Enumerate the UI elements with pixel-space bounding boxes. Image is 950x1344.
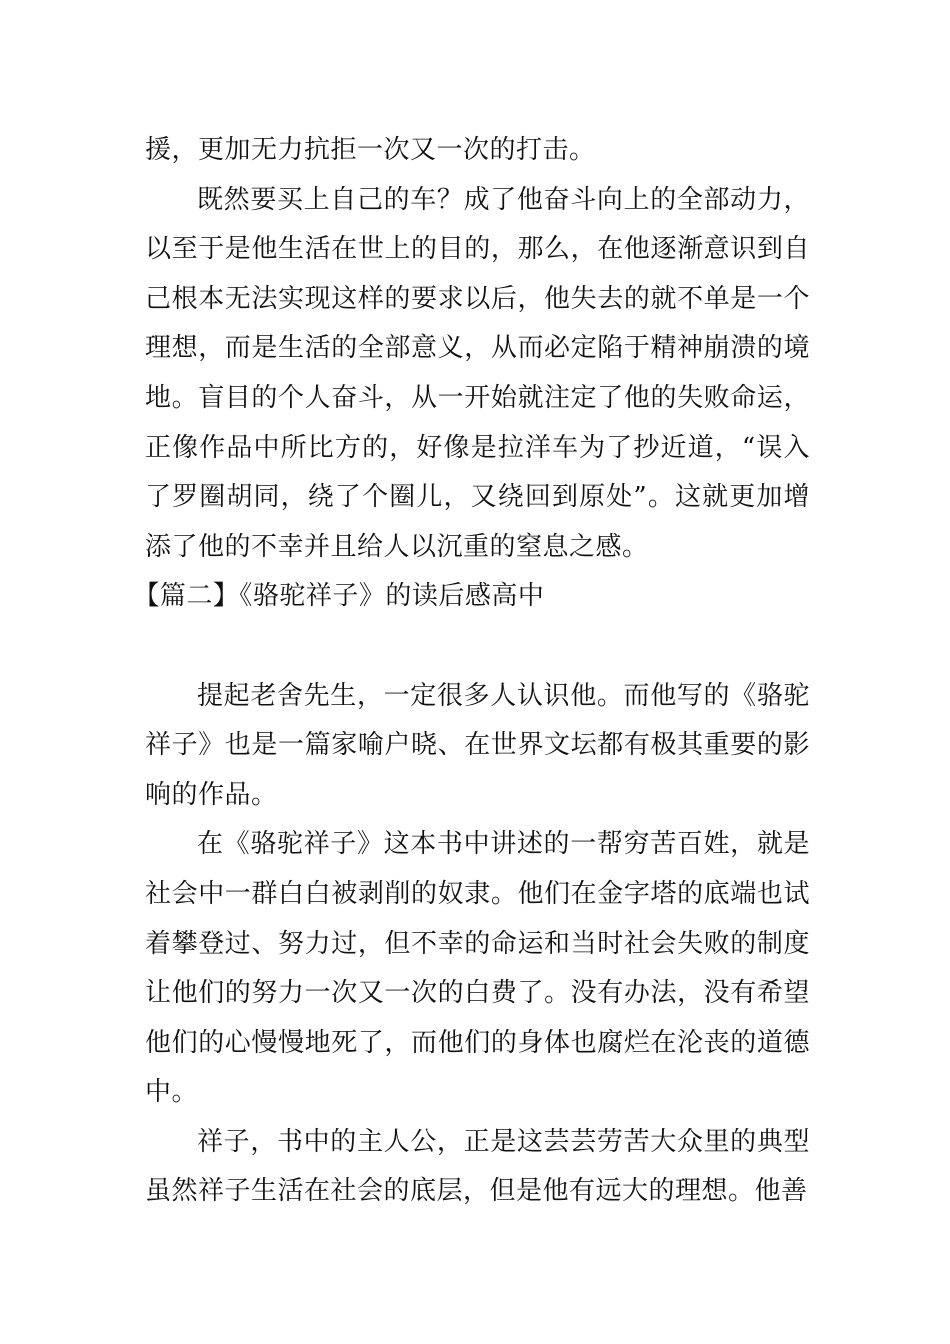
paragraph: 在《骆驼祥子》这本书中讲述的一帮穷苦百姓，就是社会中一群白白被剥削的奴隶。他们在金字塔的底端也试着攀登过、努力过，但不幸的命运和当时社会失败的制度让他们的努力一次又一次的白费了。没有办法，没有希望他们的心慢慢地死了，而他们的身体也腐烂在沦丧的道德中。 <box>145 829 810 1108</box>
paragraph: 既然要买上自己的车？成了他奋斗向上的全部动力，以至于是他生活在世上的目的，那么，在他逐渐意识到自己根本无法实现这样的要求以后，他失去的就不单是一个理想，而是生活的全部意义，从而必定陷于精神崩溃的境地。盲目的个人奋斗，从一开始就注定了他的失败命运，正像作品中所比方的，好像是拉洋车为了抄近道，“误入了罗圈胡同，绕了个圈儿，又绕回到原处”。这就更加增添了他的不幸并且给人以沉重的窒息之感。 <box>145 184 810 562</box>
paragraph-continuation: 援，更加无力抗拒一次又一次的打击。 <box>145 135 596 165</box>
paragraph: 提起老舍先生，一定很多人认识他。而他写的《骆驼祥子》也是一篇家喻户晓、在世界文坛都有极其重要的影响的作品。 <box>145 680 810 810</box>
blank-line <box>145 622 810 672</box>
section-heading: 【篇二】《骆驼祥子》的读后感高中 <box>133 581 545 612</box>
document-body <box>133 126 810 1217</box>
paragraph: 祥子，书中的主人公，正是这芸芸劳苦大众里的典型虽然祥子生活在社会的底层，但是他有远大的理想。他善 <box>145 1126 810 1207</box>
